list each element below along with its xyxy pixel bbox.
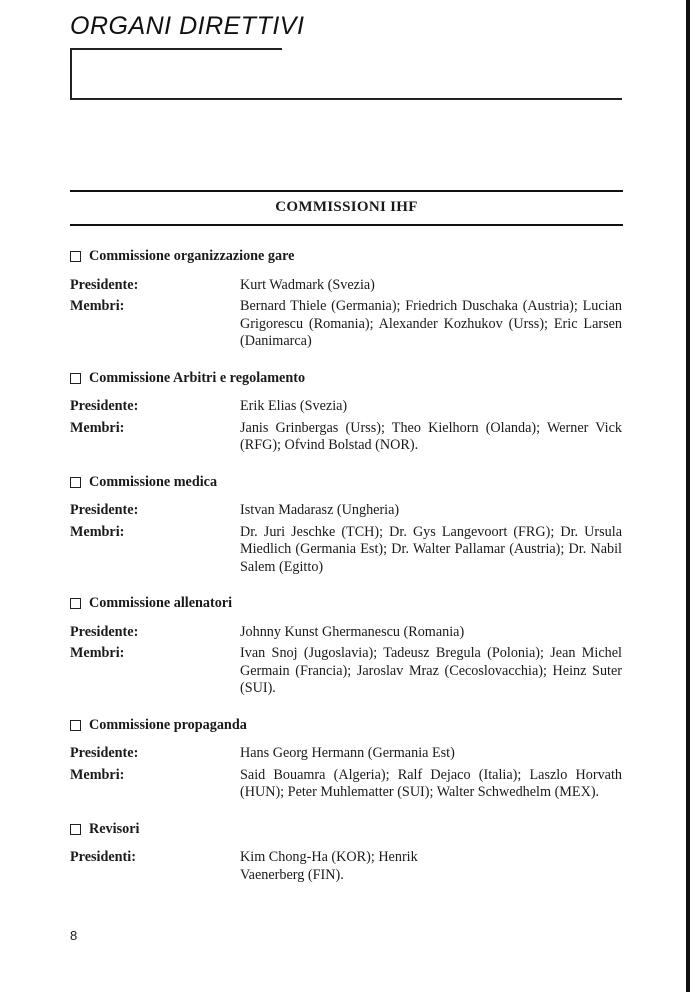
role-label: Membri: — [70, 523, 125, 540]
role-value: Istvan Madarasz (Ungheria) — [240, 502, 400, 518]
section-title — [70, 717, 622, 735]
section-arbitri-regolamento — [70, 370, 622, 455]
section-title — [70, 595, 622, 613]
section-heading: COMMISSIONI IHF — [275, 199, 418, 215]
page-edge-border — [686, 0, 690, 992]
role-row — [70, 849, 622, 884]
role-row — [70, 624, 622, 642]
header-frame-left — [70, 48, 72, 100]
heading-rule-bottom — [70, 224, 623, 226]
role-value: Erik Elias (Svezia) — [240, 398, 348, 414]
role-label: Presidenti: — [70, 849, 136, 865]
section-title-text: Commissione allenatori — [89, 595, 233, 611]
page-number: 8 — [70, 928, 78, 943]
role-label: Membri: — [70, 645, 125, 661]
role-value: Kurt Wadmark (Svezia) — [240, 276, 375, 293]
section-title-text: Commissione Arbitri e regolamento — [89, 369, 306, 386]
checkbox-icon — [70, 373, 81, 384]
role-label: Presidente: — [70, 276, 139, 293]
section-title — [70, 370, 622, 388]
role-value: Ivan Snoj (Jugoslavia); Tadeusz Bregula (Polonia); Jean Michel Germain (Francia); Jaroslav Mraz (Cecoslovacchia); Heinz Suter (SUI). — [240, 645, 622, 696]
header-frame-top — [70, 48, 282, 50]
role-row — [70, 502, 622, 520]
heading-rule-top — [70, 190, 623, 192]
role-value: Dr. Juri Jeschke (TCH); Dr. Gys Langevoort (FRG); Dr. Ursula Miedlich (Germania Est); Dr. Walter Pallamar (Austria); Dr. Nabil Salem (Egitto) — [240, 523, 622, 575]
role-label: Membri: — [70, 298, 125, 314]
section-title-text: Commissione organizzazione gare — [89, 248, 295, 264]
role-value: Said Bouamra (Algeria); Ralf Dejaco (Italia); Laszlo Horvath (HUN); Peter Muhlematter (SUI); Walter Schwedhelm (MEX). — [240, 766, 622, 800]
checkbox-icon — [70, 251, 81, 262]
checkbox-icon — [70, 598, 81, 609]
role-row — [70, 745, 622, 763]
role-label: Membri: — [70, 419, 125, 436]
role-row — [70, 298, 622, 351]
section-allenatori — [70, 595, 622, 698]
role-row — [70, 398, 622, 416]
section-title-text: Commissione propaganda — [89, 716, 247, 733]
commissions-list — [70, 248, 622, 903]
section-title — [70, 821, 622, 839]
section-title — [70, 248, 622, 266]
section-revisori — [70, 821, 622, 885]
section-organizzazione-gare — [70, 248, 622, 351]
header-frame-bottom — [70, 98, 622, 100]
section-title-text: Revisori — [89, 820, 140, 837]
role-value: Janis Grinbergas (Urss); Theo Kielhorn (Olanda); Werner Vick (RFG); Ofvind Bolstad (NOR). — [240, 419, 622, 453]
role-row — [70, 767, 622, 802]
page-title: ORGANI DIRETTIVI — [70, 12, 305, 40]
section-title-text: Commissione medica — [89, 473, 218, 490]
role-row — [70, 277, 622, 295]
role-value: Kim Chong-Ha (KOR); Henrik Vaenerberg (FIN). — [240, 849, 418, 883]
role-value: Johnny Kunst Ghermanescu (Romania) — [240, 623, 465, 640]
role-label: Presidente: — [70, 623, 139, 640]
role-value: Hans Georg Hermann (Germania Est) — [240, 745, 455, 761]
section-title — [70, 474, 622, 492]
section-medica — [70, 474, 622, 577]
checkbox-icon — [70, 824, 81, 835]
role-label: Presidente: — [70, 398, 139, 414]
checkbox-icon — [70, 720, 81, 731]
role-label: Membri: — [70, 766, 125, 783]
checkbox-icon — [70, 477, 81, 488]
role-row — [70, 420, 622, 455]
role-label: Presidente: — [70, 745, 139, 761]
section-propaganda — [70, 717, 622, 802]
role-row — [70, 645, 622, 698]
role-label: Presidente: — [70, 502, 139, 518]
role-value: Bernard Thiele (Germania); Friedrich Duschaka (Austria); Lucian Grigorescu (Romania); Alexander Kozhukov (Urss); Eric Larsen (Danimarca) — [240, 298, 622, 349]
role-row — [70, 524, 622, 577]
